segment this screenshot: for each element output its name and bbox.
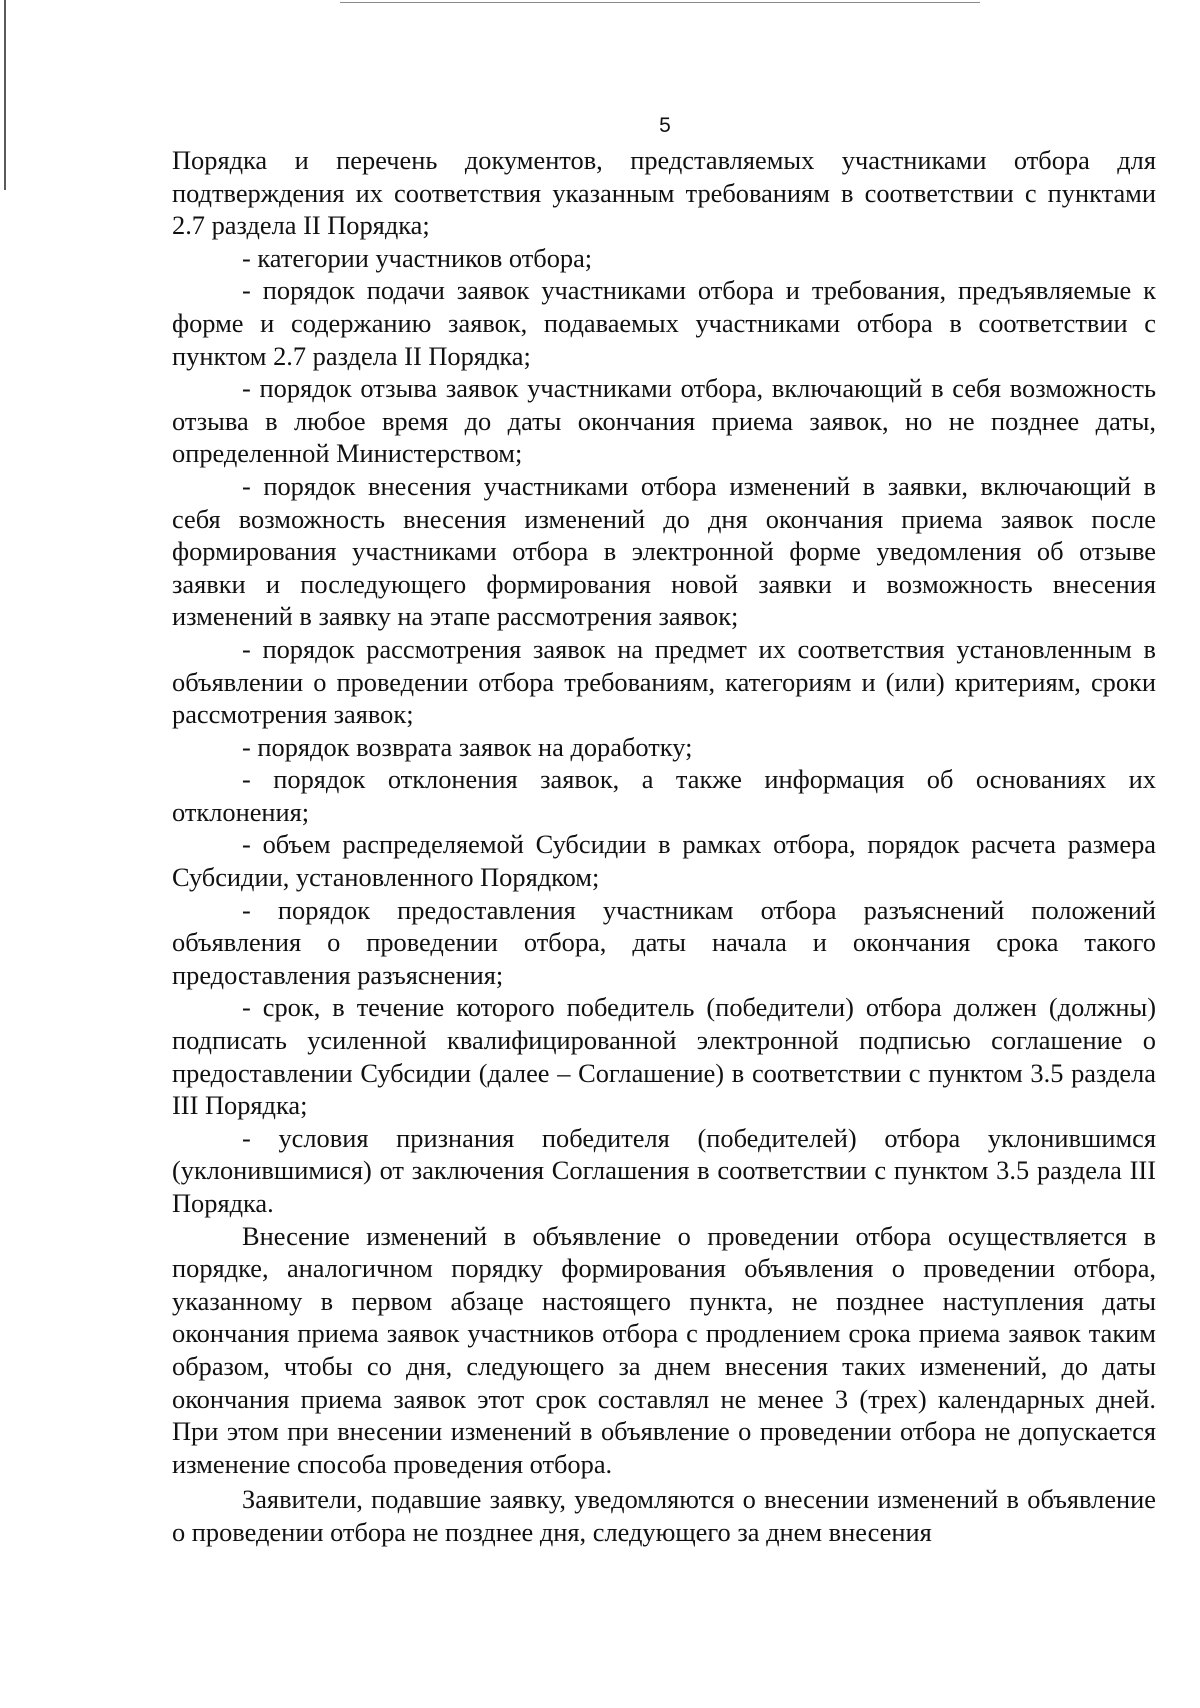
scan-edge-left bbox=[4, 0, 6, 190]
list-item-subsidy-volume: - объем распределяемой Субсидии в рамках отбора, порядок расчета размера Субсидии, установленного Порядком; bbox=[172, 829, 1156, 893]
paragraph-announcement-changes: Внесение изменений в объявление о проведении отбора осуществляется в порядке, аналогичном порядку формирования объявления о проведении отбора, указанному в первом абзаце настоящего пункта, не позднее наступления даты окончания приема заявок участников отбора с продлением срока приема заявок таким образом, чтобы со дня, следующего за днем внесения таких изменений, до даты окончания приема заявок этот срок составлял не менее 3 (трех) календарных дней. При этом при внесении изменений в объявление о проведении отбора не допускается изменение способа проведения отбора. bbox=[172, 1220, 1156, 1479]
list-item-application-return: - порядок возврата заявок на доработку; bbox=[242, 731, 693, 762]
list-item-clarifications: - порядок предоставления участникам отбора разъяснений положений объявления о проведении отбора, даты начала и окончания срока такого предоставления разъяснения; bbox=[172, 894, 1156, 990]
scan-edge-top bbox=[340, 2, 980, 3]
list-item-agreement-signing-deadline: - срок, в течение которого победитель (победители) отбора должен (должны) подписать усиленной квалифицированной электронной подписью соглашение о предоставлении Субсидии (далее – Соглашение) в соответствии с пунктом 3.5 раздела III Порядка; bbox=[172, 992, 1156, 1121]
document-body bbox=[172, 144, 1156, 1549]
paragraph-applicant-notification: Заявители, подавшие заявку, уведомляются о внесении изменений в объявление о проведении отбора не позднее дня, следующего за днем внесения bbox=[172, 1484, 1156, 1547]
list-item-application-changes: - порядок внесения участниками отбора изменений в заявки, включающий в себя возможность внесения изменений до дня окончания приема заявок после формирования участниками отбора в электронной форме уведомления об отзыве заявки и последующего формирования новой заявки и возможность внесения изменений в заявку на этапе рассмотрения заявок; bbox=[172, 470, 1156, 632]
page-number: 5 bbox=[659, 114, 671, 137]
list-item-application-withdrawal: - порядок отзыва заявок участниками отбора, включающий в себя возможность отзыва в любое время до даты окончания приема заявок, но не позднее даты, определенной Министерством; bbox=[172, 373, 1156, 469]
list-item-evasion-conditions: - условия признания победителя (победителей) отбора уклонившимся (уклонившимися) от заключения Соглашения в соответствии с пунктом 3.5 раздела III Порядка. bbox=[172, 1122, 1156, 1218]
list-item-application-review: - порядок рассмотрения заявок на предмет их соответствия установленным в объявлении о проведении отбора требованиям, категориям и (или) критериям, сроки рассмотрения заявок; bbox=[172, 633, 1156, 730]
list-item-application-submission: - порядок подачи заявок участниками отбора и требования, предъявляемые к форме и содержанию заявок, подаваемых участниками отбора в соответствии с пунктом 2.7 раздела II Порядка; bbox=[172, 275, 1156, 371]
list-item-application-rejection: - порядок отклонения заявок, а также информация об основаниях их отклонения; bbox=[172, 764, 1156, 827]
list-item-participant-categories: - категории участников отбора; bbox=[242, 242, 593, 273]
paragraph-continuation: Порядка и перечень документов, представляемых участниками отбора для подтверждения их соответствия указанным требованиям в соответствии с пунктами 2.7 раздела II Порядка; bbox=[172, 145, 1156, 241]
